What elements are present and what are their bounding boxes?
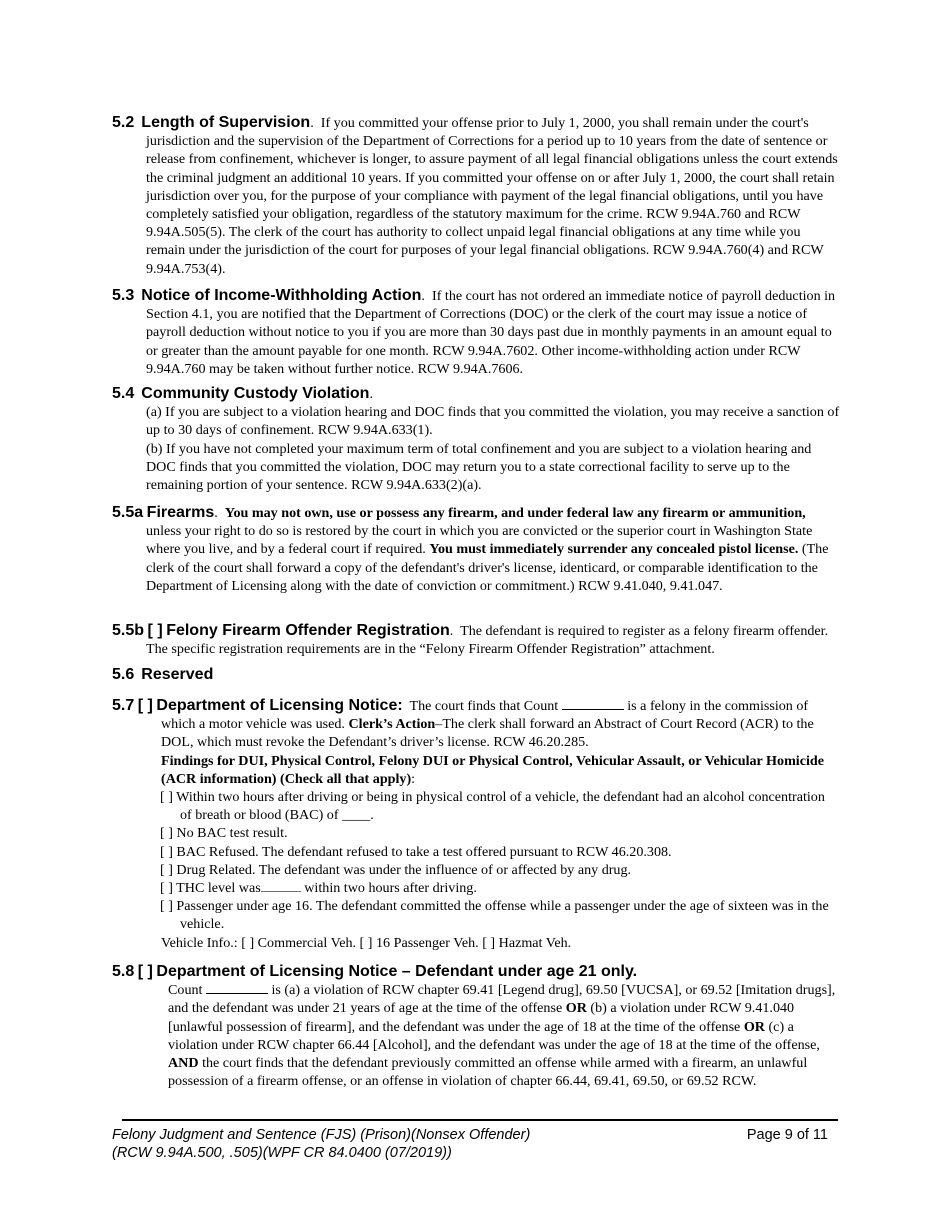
section-number: 5.4	[112, 385, 135, 402]
or-label-2: OR	[743, 1018, 765, 1035]
section-text: The defendant is required to register as a felony firearm offender. The specific registration requirements are in the “Felony Firearm Offender Registration” attachment.	[146, 623, 829, 658]
findings-colon: :	[411, 770, 416, 787]
section-text-3: (b) a violation under RCW 9.41.040 [unlawful possession of firearm], and the defendant was under the age of 18 at the time of the offense	[168, 1000, 795, 1035]
finding-item-bac[interactable]: [ ] Within two hours after driving or being in physical control of a vehicle, the defendant had an alcohol concentration of breath or blood (BAC) of ____.	[160, 789, 825, 824]
section-number: 5.2	[112, 114, 135, 131]
thc-blank[interactable]	[261, 879, 301, 892]
section-text-3: –The clerk shall forward an Abstract of Court Record (ACR) to the DOL, which must revoke the Defendant’s driver’s license. RCW 46.20.285.	[161, 716, 814, 751]
finding-item-bac-refused[interactable]: [ ] BAC Refused. The defendant refused to take a test offered pursuant to RCW 46.20.308.	[160, 843, 672, 860]
checkbox[interactable]: [ ]	[137, 697, 153, 714]
checkbox[interactable]: [ ]	[147, 622, 163, 639]
section-text-a: (a) If you are subject to a violation hearing and DOC finds that you committed the violation, you may receive a sanction of up to 30 days of confinement. RCW 9.94A.633(1).	[146, 404, 840, 439]
page-footer	[112, 1127, 828, 1162]
checkbox[interactable]: [ ]	[137, 963, 153, 980]
finding-item-passenger[interactable]: [ ] Passenger under age 16. The defendant committed the offense while a passenger under the age of sixteen was in the vehicle.	[160, 898, 829, 933]
section-text: If the court has not ordered an immediate notice of payroll deduction in Section 4.1, you are notified that the Department of Corrections (DOC) or the clerk of the court may issue a notice of payroll deduction without notice to you if you are more than 30 days past due in monthly payments in an amount equal to or greater than the amount payable for one month. RCW 9.94A.7602. Other income-withholding action under RCW 9.94A.760 may be taken without further notice. RCW 9.94A.7606.	[146, 288, 836, 377]
firearms-warning: You may not own, use or possess any firearm, and under federal law any firearm or ammunition,	[224, 505, 806, 521]
vehicle-info: Vehicle Info.: [ ] Commercial Veh. [ ] 16 Passenger Veh. [ ] Hazmat Veh.	[161, 934, 572, 951]
page-number: Page 9 of 11	[746, 1127, 828, 1143]
section-text-4: (c) a violation under RCW chapter 66.44 [Alcohol], and the defendant was under the age of 18 at the time of the offense,	[168, 1018, 820, 1053]
section-text-2: is a felony in the commission of which a motor vehicle was used.	[161, 698, 809, 733]
section-text: If you committed your offense prior to July 1, 2000, you shall remain under the court's jurisdiction and the supervision of the Department of Corrections for a period up to 10 years from the date of sentence or release from confinement, whichever is longer, to assure payment of all legal financial obligations unless the court extends the criminal judgment an additional 10 years. If you committed your offense on or after July 1, 2000, the court shall retain jurisdiction over you, for the purpose of your compliance with payment of the legal financial obligations, until you have completely satisfied your obligation, regardless of the statutory maximum for the crime. RCW 9.94A.760 and RCW 9.94A.505(5). The clerk of the court has authority to collect unpaid legal financial obligations at any time while you remain under the jurisdiction of the court for purposes of your legal financial obligations. RCW 9.94A.760(4) and RCW 9.94A.753(4).	[146, 115, 838, 277]
section-5-2: 5.2 Length of Supervision. If you committed your offense prior to July 1, 2000, you shall remain under the court's jurisdiction and the supervision of the Department of Corrections for a period up to 10 years from the date of sentence or release from confinement, whichever is longer, to assure payment of all legal financial obligations unless the court extends the criminal judgment an additional 10 years. If you committed your offense on or after July 1, 2000, the court shall retain jurisdiction over you, for the purpose of your compliance with payment of the legal financial obligations, until you have completely satisfied your obligation, regardless of the statutory maximum for the crime. RCW 9.94A.760 and RCW 9.94A.505(5). The clerk of the court has authority to collect unpaid legal financial obligations at any time while you remain under the jurisdiction of the court for purposes of your legal financial obligations. RCW 9.94A.760(4) and RCW 9.94A.753(4).	[112, 114, 838, 277]
section-text: The court finds that Count	[409, 698, 562, 714]
finding-item-drug[interactable]: [ ] Drug Related. The defendant was under the influence of or affected by any drug.	[160, 861, 632, 878]
count-blank[interactable]	[206, 981, 268, 994]
footer-form-title: Felony Judgment and Sentence (FJS) (Prison)(Nonsex Offender)	[112, 1127, 531, 1143]
section-5-3: 5.3 Notice of Income-Withholding Action. If the court has not ordered an immediate notice of payroll deduction in Section 4.1, you are notified that the Department of Corrections (DOC) or the clerk of the court may issue a notice of payroll deduction without notice to you if you are more than 30 days past due in monthly payments in an amount equal to or greater than the amount payable for one month. RCW 9.94A.7602. Other income-withholding action under RCW 9.94A.760 may be taken without further notice. RCW 9.94A.7606.	[112, 287, 836, 377]
section-text-b: (b) If you have not completed your maximum term of total confinement and you are subject to a violation hearing and DOC finds that you committed the violation, DOC may return you to a state correctional facility to serve up to the remaining portion of your sentence. RCW 9.94A.633(2)(a).	[146, 440, 812, 494]
or-label: OR	[565, 1000, 587, 1017]
section-5-6	[112, 666, 840, 684]
section-number: 5.5b	[112, 622, 145, 639]
section-title: Community Custody Violation	[141, 385, 370, 402]
section-number: 5.5a	[112, 504, 144, 521]
section-5-5a: 5.5a Firearms. You may not own, use or possess any firearm, and under federal law any firearm or ammunition, unless your right to do so is restored by the court in which you are convicted or the superior court in Washington State where you live, and by a federal court if required. You must immediately surrender any concealed pistol license. (The clerk of the court shall forward a copy of the defendant's driver's license, identicard, or comparable identification to the Department of Licensing along with the date of conviction or commitment.) RCW 9.41.040, 9.41.047.	[112, 504, 829, 594]
footer-divider	[122, 1119, 838, 1121]
section-title: Reserved	[141, 666, 214, 683]
section-title: Felony Firearm Offender Registration	[166, 622, 450, 639]
section-5-7	[112, 697, 840, 952]
section-text: unless your right to do so is restored by the court in which you are convicted or the superior court in Washington State where you live, and by a federal court if required.	[146, 523, 813, 558]
section-title: Firearms	[146, 504, 215, 521]
section-5-4: 5.4 Community Custody Violation. (a) If you are subject to a violation hearing and DOC finds that you committed the violation, you may receive a sanction of up to 30 days of confinement. RCW 9.94A.633(1). (b) If you have not completed your maximum term of total confinement and you are subject to a violation hearing and DOC finds that you committed the violation, DOC may return you to a state correctional facility to serve up to the remaining portion of your sentence. RCW 9.94A.633(2)(a).	[112, 385, 840, 494]
section-text-5: the court finds that the defendant previously committed an offense while armed with a firearm, an unlawful possession of a firearm offense, or an offense in violation of chapter 66.44, 69.41, 69.50, or 69.52 RCW.	[168, 1055, 808, 1090]
section-title: Department of Licensing Notice:	[156, 697, 403, 714]
clerk-action-label: Clerk’s Action	[348, 716, 436, 733]
section-number: 5.6	[112, 666, 135, 683]
thc-suffix: within two hours after driving.	[300, 880, 477, 897]
footer-form-ref: (RCW 9.94A.500, .505)(WPF CR 84.0400 (07/2019))	[112, 1144, 452, 1161]
section-text: Count	[168, 982, 206, 999]
pistol-license-warning: You must immediately surrender any concealed pistol license.	[429, 541, 799, 558]
section-title: Length of Supervision	[141, 114, 311, 131]
finding-item-thc[interactable]	[160, 879, 840, 897]
section-number: 5.3	[112, 287, 135, 304]
section-text-2: is (a) a violation of RCW chapter 69.41 [Legend drug], 69.50 [VUCSA], or 69.52 [Imitation drugs], and the defendant was under 21 years of age at the time of the offense	[168, 982, 836, 1017]
section-number: 5.7	[112, 697, 135, 714]
section-text-2: (The clerk of the court shall forward a copy of the defendant's driver's license, identicard, or comparable identification to the Department of Licensing along with the date of conviction or commitment.) RCW 9.41.040, 9.41.047.	[146, 541, 829, 594]
and-label: AND	[168, 1055, 199, 1072]
thc-label: [ ] THC level was	[160, 880, 261, 897]
findings-list	[112, 788, 840, 934]
findings-heading: Findings for DUI, Physical Control, Felony DUI or Physical Control, Vehicular Assault, or Vehicular Homicide (ACR information) (Check all that apply)	[161, 752, 824, 787]
finding-item-no-bac[interactable]: [ ] No BAC test result.	[160, 825, 288, 842]
section-title: Department of Licensing Notice – Defendant under age 21 only.	[156, 963, 638, 980]
count-blank[interactable]	[562, 697, 624, 710]
section-5-8	[112, 963, 840, 1090]
section-title: Notice of Income-Withholding Action	[141, 287, 422, 304]
section-number: 5.8	[112, 963, 135, 980]
section-5-5b: 5.5b [ ] Felony Firearm Offender Registration. The defendant is required to register as a felony firearm offender. The specific registration requirements are in the “Felony Firearm Offender Registration” attachment.	[112, 622, 829, 658]
